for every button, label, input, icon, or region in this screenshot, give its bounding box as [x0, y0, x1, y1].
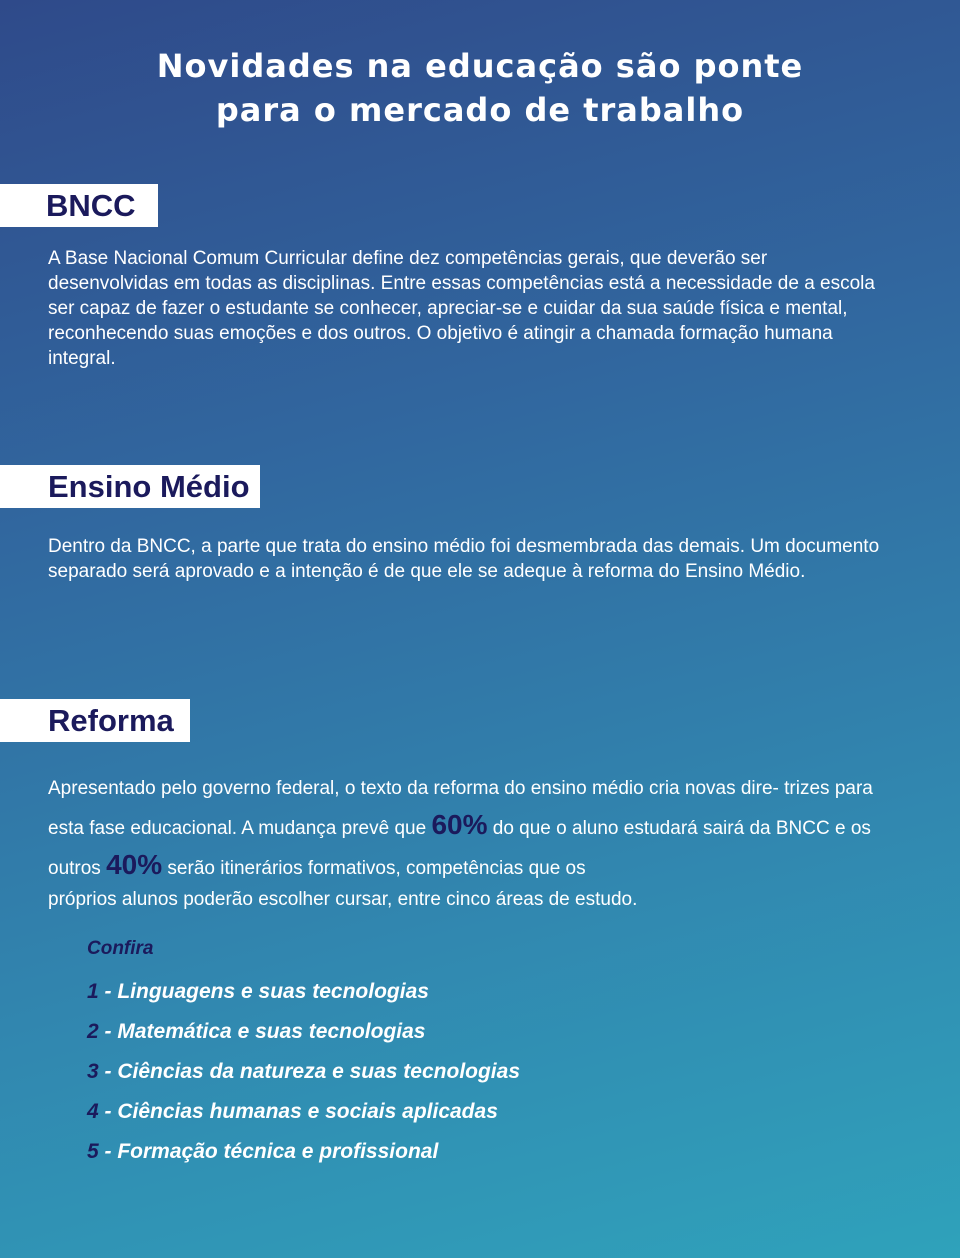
section-text-reforma	[48, 771, 888, 912]
reforma-text-part-a: Apresentado pelo governo federal, o texto da reforma do ensino médio cria novas dire- trizes para esta fase educacional. A mudança prevê que	[48, 778, 873, 839]
list-item	[87, 1138, 520, 1178]
section-text-bncc: A Base Nacional Comum Curricular define dez competências gerais, que deverão ser desenvolvidas em todas as disciplinas. Entre essas competências está a necessidade de a escola ser capaz de fazer o estudante se conhecer, apreciar-se e cuidar da sua saúde física e mental, reconhecendo suas emoções e dos outros. O objetivo é atingir a chamada formação humana integral.	[48, 248, 875, 369]
list-item	[87, 978, 520, 1018]
reforma-text-part-c: serão itinerários formativos, competências que os	[162, 858, 586, 879]
section-label-reforma: Reforma	[0, 699, 190, 742]
reforma-text-part-d: próprios alunos poderão escolher cursar, entre cinco áreas de estudo.	[48, 889, 638, 910]
page-title-line-2: para o mercado de trabalho	[215, 91, 745, 129]
page-title	[0, 44, 960, 132]
list-item	[87, 1098, 520, 1138]
list-item	[87, 1058, 520, 1098]
list-item-number: 5	[87, 1140, 99, 1163]
list-item-number: 3	[87, 1060, 99, 1083]
section-text-ensino-medio: Dentro da BNCC, a parte que trata do ensino médio foi desmembrada das demais. Um documento separado será aprovado e a intenção é de que ele se adeque à reforma do Ensino Médio.	[48, 536, 880, 582]
page-title-line-1: Novidades na educação são ponte	[156, 47, 804, 85]
list-item-text: - Ciências humanas e sociais aplicadas	[98, 1100, 498, 1123]
list-item-number: 4	[87, 1100, 99, 1123]
list-item	[87, 1018, 520, 1058]
percent-bncc: 60%	[431, 809, 488, 840]
percent-itinerarios: 40%	[106, 849, 163, 880]
list-item-text: - Formação técnica e profissional	[98, 1140, 439, 1163]
confira-heading: Confira	[87, 938, 154, 959]
section-label-bncc: BNCC	[0, 184, 158, 227]
areas-list	[87, 978, 520, 1178]
list-item-text: - Matemática e suas tecnologias	[98, 1020, 426, 1043]
list-item-number: 2	[87, 1020, 99, 1043]
list-item-text: - Linguagens e suas tecnologias	[98, 980, 429, 1003]
section-label-ensino-medio: Ensino Médio	[0, 465, 260, 508]
reforma-text-part-b: do que o aluno estudará sairá da BNCC e os outros	[48, 818, 871, 879]
list-item-number: 1	[87, 980, 99, 1003]
list-item-text: - Ciências da natureza e suas tecnologias	[98, 1060, 520, 1083]
